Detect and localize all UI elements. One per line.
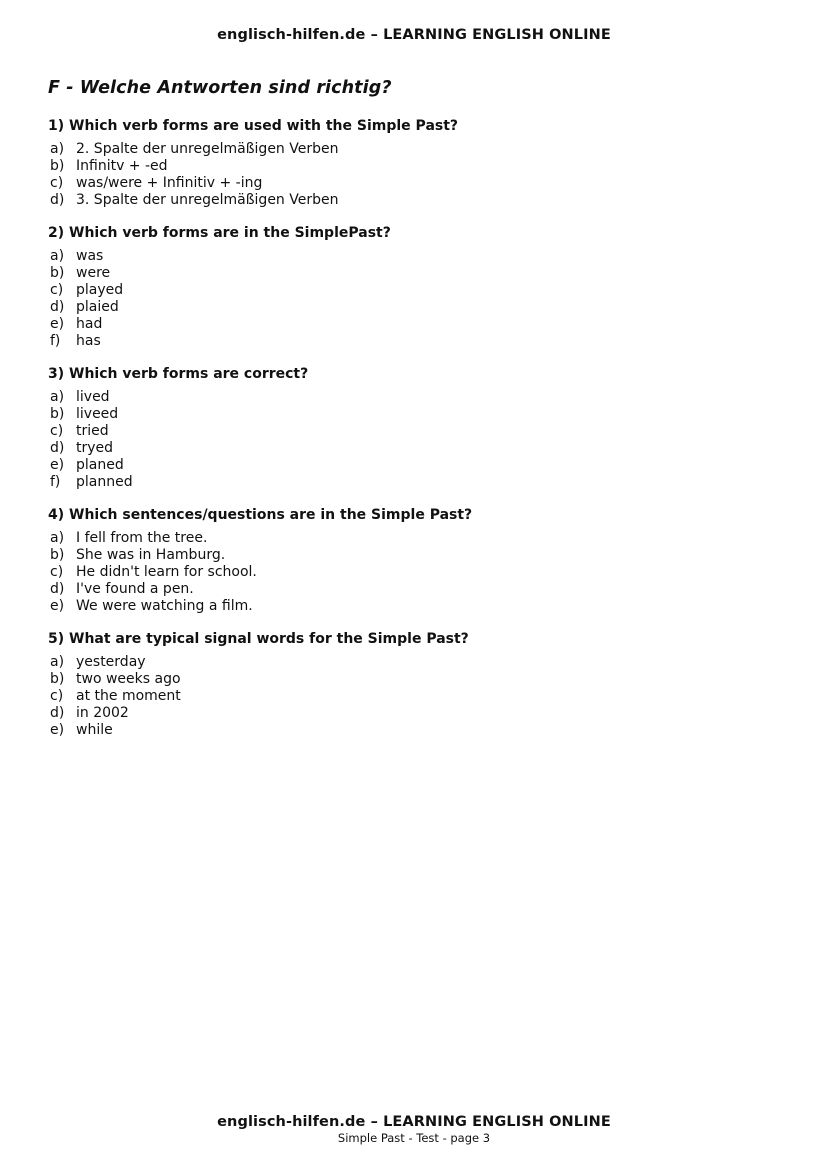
option-letter: d)	[50, 299, 65, 315]
option-text: has	[76, 333, 101, 349]
answer-option	[48, 530, 788, 547]
option-text: was/were + Infinitiv + -ing	[76, 175, 263, 191]
option-text: was	[76, 248, 104, 264]
answer-options	[48, 141, 788, 209]
option-letter: d)	[50, 581, 65, 597]
answer-option	[48, 671, 788, 688]
page-footer	[0, 1113, 828, 1145]
option-text: tried	[76, 423, 109, 439]
option-letter: c)	[50, 564, 64, 580]
answer-option	[48, 440, 788, 457]
question-1	[48, 116, 788, 209]
answer-option	[48, 705, 788, 722]
option-text: two weeks ago	[76, 671, 181, 687]
answer-option	[48, 654, 788, 671]
question-title: 1) Which verb forms are used with the Simple Past?	[48, 118, 459, 134]
answer-option	[48, 141, 788, 158]
answer-options	[48, 530, 788, 615]
option-text: lived	[76, 389, 110, 405]
answer-option	[48, 547, 788, 564]
option-text: planed	[76, 457, 124, 473]
answer-option	[48, 158, 788, 175]
option-text: at the moment	[76, 688, 181, 704]
option-text: while	[76, 722, 113, 738]
footer-site-title: englisch-hilfen.de – LEARNING ENGLISH ONLINE	[217, 1114, 611, 1130]
option-text: 2. Spalte der unregelmäßigen Verben	[76, 141, 339, 157]
question-list	[48, 116, 788, 753]
option-text: tryed	[76, 440, 114, 456]
option-letter: a)	[50, 654, 65, 670]
answer-options	[48, 389, 788, 491]
option-letter: e)	[50, 722, 65, 738]
option-letter: f)	[50, 333, 61, 349]
answer-option	[48, 316, 788, 333]
option-letter: b)	[50, 547, 65, 563]
option-letter: b)	[50, 406, 65, 422]
option-letter: a)	[50, 248, 65, 264]
option-letter: d)	[50, 705, 65, 721]
option-letter: b)	[50, 671, 65, 687]
option-letter: f)	[50, 474, 61, 490]
answer-option	[48, 457, 788, 474]
option-letter: a)	[50, 530, 65, 546]
answer-option	[48, 192, 788, 209]
answer-option	[48, 282, 788, 299]
answer-option	[48, 474, 788, 491]
footer-page-info: Simple Past - Test - page 3	[337, 1131, 491, 1145]
page-header: englisch-hilfen.de – LEARNING ENGLISH ONLINE	[217, 27, 611, 43]
option-letter: e)	[50, 598, 65, 614]
answer-option	[48, 333, 788, 350]
option-text: yesterday	[76, 654, 146, 670]
question-title: 4) Which sentences/questions are in the Simple Past?	[48, 507, 473, 523]
option-letter: e)	[50, 457, 65, 473]
answer-option	[48, 722, 788, 739]
option-letter: d)	[50, 440, 65, 456]
question-2	[48, 223, 788, 350]
answer-option	[48, 248, 788, 265]
option-letter: a)	[50, 141, 65, 157]
question-title: 2) Which verb forms are in the SimplePast?	[48, 225, 391, 241]
answer-option	[48, 265, 788, 282]
option-text: were	[76, 265, 111, 281]
question-4	[48, 505, 788, 615]
option-text: She was in Hamburg.	[76, 547, 226, 563]
answer-option	[48, 299, 788, 316]
answer-options	[48, 654, 788, 739]
answer-option	[48, 581, 788, 598]
option-text: liveed	[76, 406, 119, 422]
option-text: He didn't learn for school.	[76, 564, 257, 580]
question-3	[48, 364, 788, 491]
option-text: had	[76, 316, 103, 332]
option-text: 3. Spalte der unregelmäßigen Verben	[76, 192, 339, 208]
answer-option	[48, 688, 788, 705]
option-text: planned	[76, 474, 133, 490]
option-letter: b)	[50, 265, 65, 281]
answer-option	[48, 423, 788, 440]
option-letter: c)	[50, 175, 64, 191]
question-title: 5) What are typical signal words for the Simple Past?	[48, 631, 469, 647]
option-letter: d)	[50, 192, 65, 208]
option-text: in 2002	[76, 705, 129, 721]
answer-option	[48, 406, 788, 423]
section-title: F - Welche Antworten sind richtig?	[48, 78, 392, 98]
question-5	[48, 629, 788, 739]
option-text: Infinitv + -ed	[76, 158, 168, 174]
option-letter: c)	[50, 282, 64, 298]
question-title: 3) Which verb forms are correct?	[48, 366, 309, 382]
answer-option	[48, 598, 788, 615]
answer-option	[48, 564, 788, 581]
option-letter: e)	[50, 316, 65, 332]
option-text: We were watching a film.	[76, 598, 253, 614]
option-text: I fell from the tree.	[76, 530, 208, 546]
option-letter: b)	[50, 158, 65, 174]
option-letter: a)	[50, 389, 65, 405]
option-text: plaied	[76, 299, 119, 315]
option-text: I've found a pen.	[76, 581, 194, 597]
option-text: played	[76, 282, 124, 298]
answer-option	[48, 175, 788, 192]
answer-options	[48, 248, 788, 350]
option-letter: c)	[50, 423, 64, 439]
option-letter: c)	[50, 688, 64, 704]
answer-option	[48, 389, 788, 406]
